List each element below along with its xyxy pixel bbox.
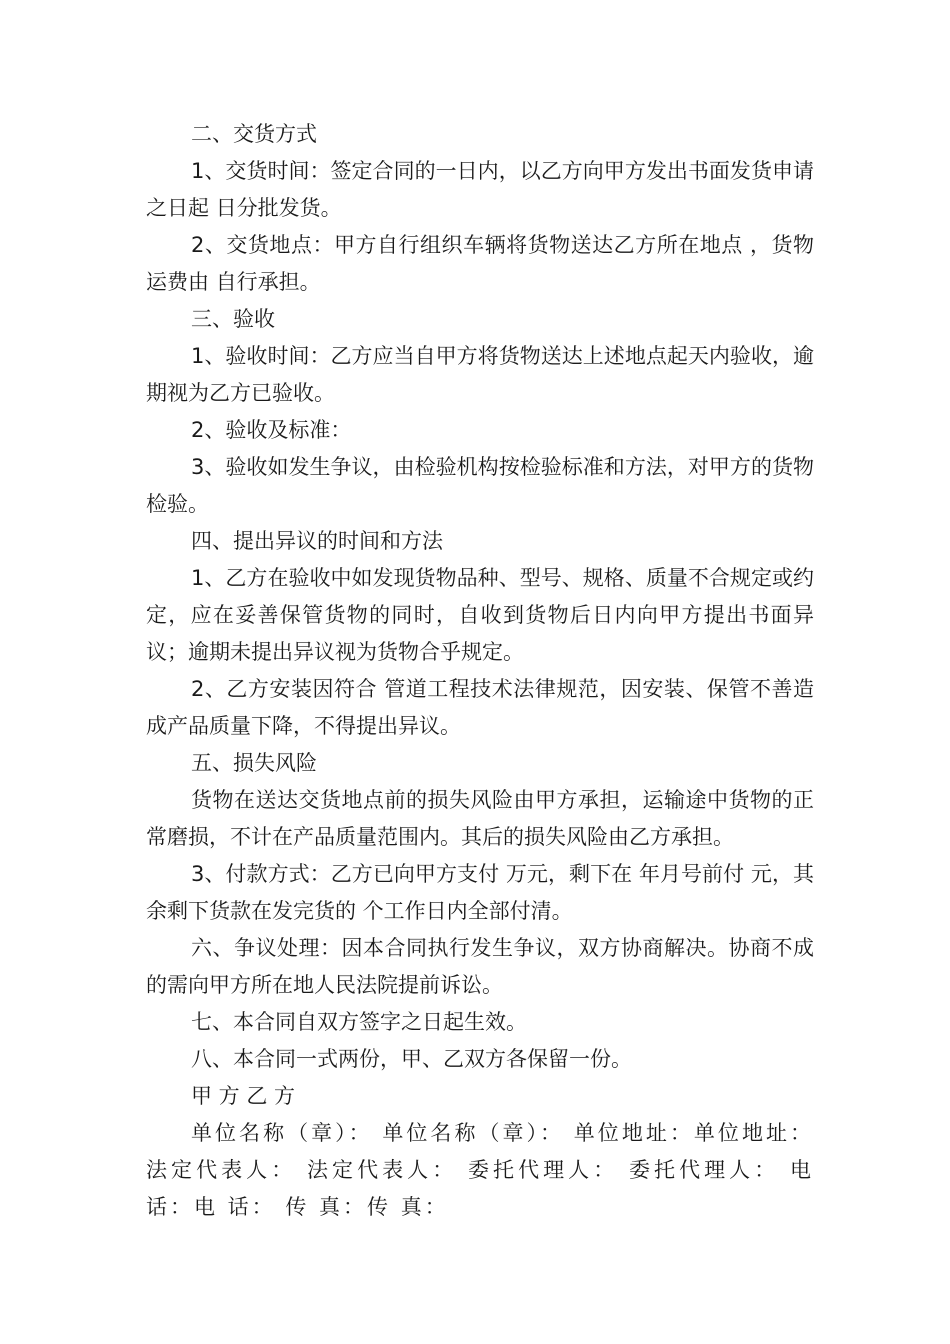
section-heading-delivery: 二、交货方式 (191, 122, 317, 146)
section-heading-objection: 四、提出异议的时间和方法 (191, 529, 443, 553)
paragraph-inspection-standard: 2、验收及标准： (191, 418, 352, 442)
paragraph-objection-1: 1、乙方在验收中如发现货物品种、型号、规格、质量不合规定或约定，应在妥善保管货物的同时，自收到货物后日内向甲方提出书面异议；逾期未提出异议视为货物合乎规定。 (146, 566, 814, 664)
paragraph-inspection-dispute: 3、验收如发生争议，由检验机构按检验标准和方法，对甲方的货物检验。 (146, 455, 814, 516)
paragraph-copies: 八、本合同一式两份，甲、乙双方各保留一份。 (191, 1047, 632, 1071)
paragraph-delivery-time: 1、交货时间：签定合同的一日内，以乙方向甲方发出书面发货申请之日起 日分批发货。 (146, 159, 814, 220)
paragraph-delivery-place: 2、交货地点：甲方自行组织车辆将货物送达乙方所在地点 ，货物运费由 自行承担。 (146, 233, 814, 294)
paragraph-signature-block: 单位名称（章）： 单位名称（章）： 单位地址：单位地址：法定代表人： 法定代表人： 委托代理人： 委托代理人： 电 话：电 话： 传 真：传 真： (146, 1121, 814, 1219)
paragraph-payment: 3、付款方式：乙方已向甲方支付 万元，剩下在 年月号前付 元，其余剩下货款在发完货的 个工作日内全部付清。 (146, 862, 814, 923)
paragraph-effective-date: 七、本合同自双方签字之日起生效。 (191, 1010, 527, 1034)
paragraph-objection-2: 2、乙方安装因符合 管道工程技术法律规范，因安装、保管不善造成产品质量下降，不得提出异议。 (146, 677, 814, 738)
document-body (146, 116, 814, 1226)
paragraph-parties: 甲 方 乙 方 (191, 1084, 296, 1108)
paragraph-risk: 货物在送达交货地点前的损失风险由甲方承担，运输途中货物的正常磨损，不计在产品质量范围内。其后的损失风险由乙方承担。 (146, 788, 814, 849)
paragraph-dispute-handling: 六、争议处理：因本合同执行发生争议，双方协商解决。协商不成的需向甲方所在地人民法院提前诉讼。 (146, 936, 814, 997)
section-heading-risk: 五、损失风险 (191, 751, 317, 775)
section-heading-inspection: 三、验收 (191, 307, 275, 331)
paragraph-inspection-time: 1、验收时间：乙方应当自甲方将货物送达上述地点起天内验收，逾期视为乙方已验收。 (146, 344, 814, 405)
